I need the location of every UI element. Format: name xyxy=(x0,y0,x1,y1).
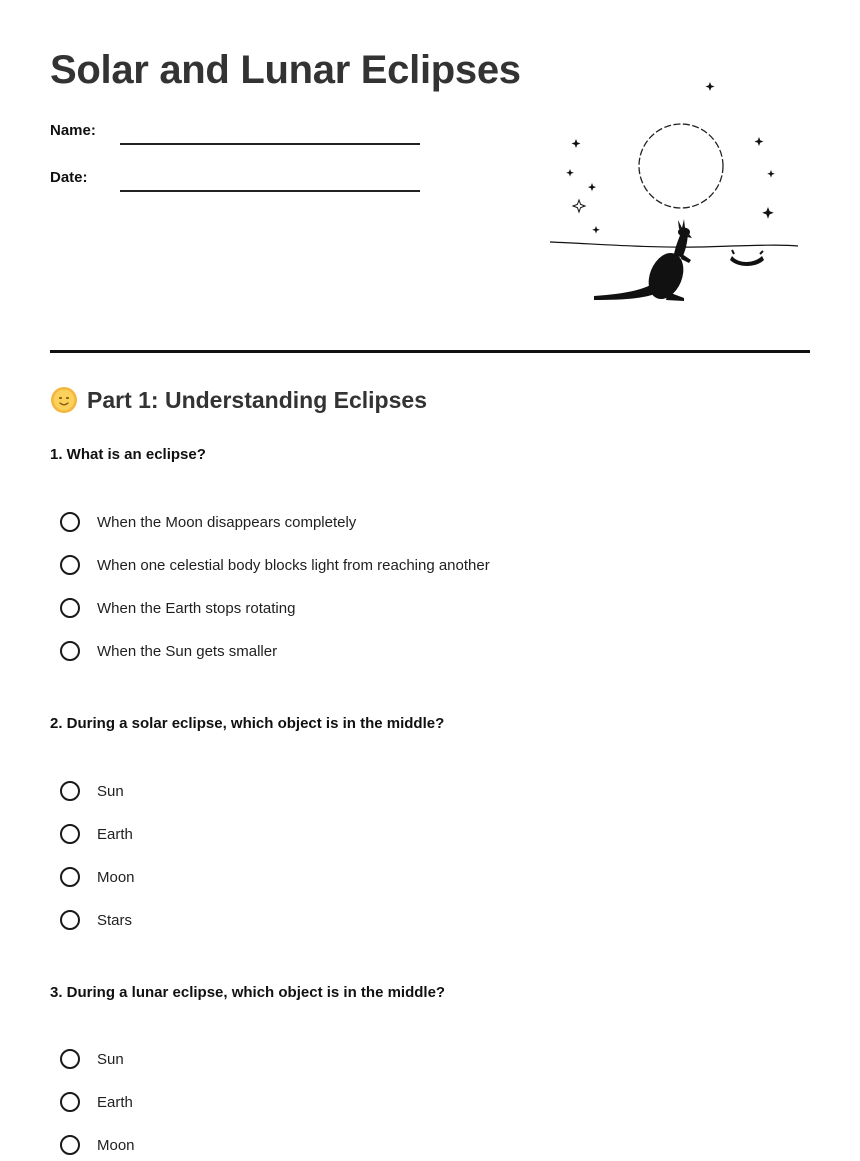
radio-button[interactable] xyxy=(60,824,80,844)
q3-option-1[interactable] xyxy=(60,1046,124,1072)
date-field[interactable] xyxy=(120,190,420,192)
radio-button[interactable] xyxy=(60,555,80,575)
q2-option-2[interactable] xyxy=(60,821,133,847)
radio-button[interactable] xyxy=(60,1135,80,1155)
q2-option-1[interactable] xyxy=(60,778,124,804)
option-label: Sun xyxy=(97,1050,124,1068)
q1-option-2[interactable] xyxy=(60,552,490,578)
star-icons xyxy=(566,82,775,234)
header-divider xyxy=(50,350,810,353)
radio-button[interactable] xyxy=(60,910,80,930)
moon-icon xyxy=(639,124,723,208)
q1-option-4[interactable] xyxy=(60,638,277,664)
worksheet-title: Solar and Lunar Eclipses xyxy=(50,48,521,92)
option-label: When the Sun gets smaller xyxy=(97,642,278,660)
name-field[interactable] xyxy=(120,143,420,145)
q1-option-1[interactable] xyxy=(60,509,356,535)
radio-button[interactable] xyxy=(60,512,80,532)
radio-button[interactable] xyxy=(60,1092,80,1112)
part1-title xyxy=(50,386,427,414)
option-label: When the Earth stops rotating xyxy=(97,599,296,617)
date-label: Date: xyxy=(50,169,88,186)
question-2: 2. During a solar eclipse, which object is in the middle? xyxy=(50,715,445,732)
sun-face-icon xyxy=(50,386,78,414)
option-label: When one celestial body blocks light from reaching another xyxy=(97,556,490,574)
question-3: 3. During a lunar eclipse, which object is in the middle? xyxy=(50,984,446,1001)
kangaroo-moon-night-icon xyxy=(538,54,808,310)
radio-button[interactable] xyxy=(60,1049,80,1069)
q1-option-3[interactable] xyxy=(60,595,295,621)
radio-button[interactable] xyxy=(60,641,80,661)
radio-button[interactable] xyxy=(60,781,80,801)
q2-option-4[interactable] xyxy=(60,907,132,933)
question-1: 1. What is an eclipse? xyxy=(50,446,206,463)
radio-button[interactable] xyxy=(60,867,80,887)
q3-option-3[interactable] xyxy=(60,1132,135,1158)
option-label: Moon xyxy=(97,1136,135,1154)
option-label: When the Moon disappears completely xyxy=(97,513,357,531)
option-label: Stars xyxy=(97,911,133,929)
part1-title-text: Part 1: Understanding Eclipses xyxy=(87,386,427,413)
option-label: Earth xyxy=(97,825,133,843)
radio-button[interactable] xyxy=(60,598,80,618)
option-label: Moon xyxy=(97,868,135,886)
option-label: Sun xyxy=(97,782,124,800)
q3-option-2[interactable] xyxy=(60,1089,133,1115)
kangaroo-icon xyxy=(594,219,692,304)
option-label: Earth xyxy=(97,1093,133,1111)
q2-option-3[interactable] xyxy=(60,864,135,890)
name-label: Name: xyxy=(50,122,96,139)
